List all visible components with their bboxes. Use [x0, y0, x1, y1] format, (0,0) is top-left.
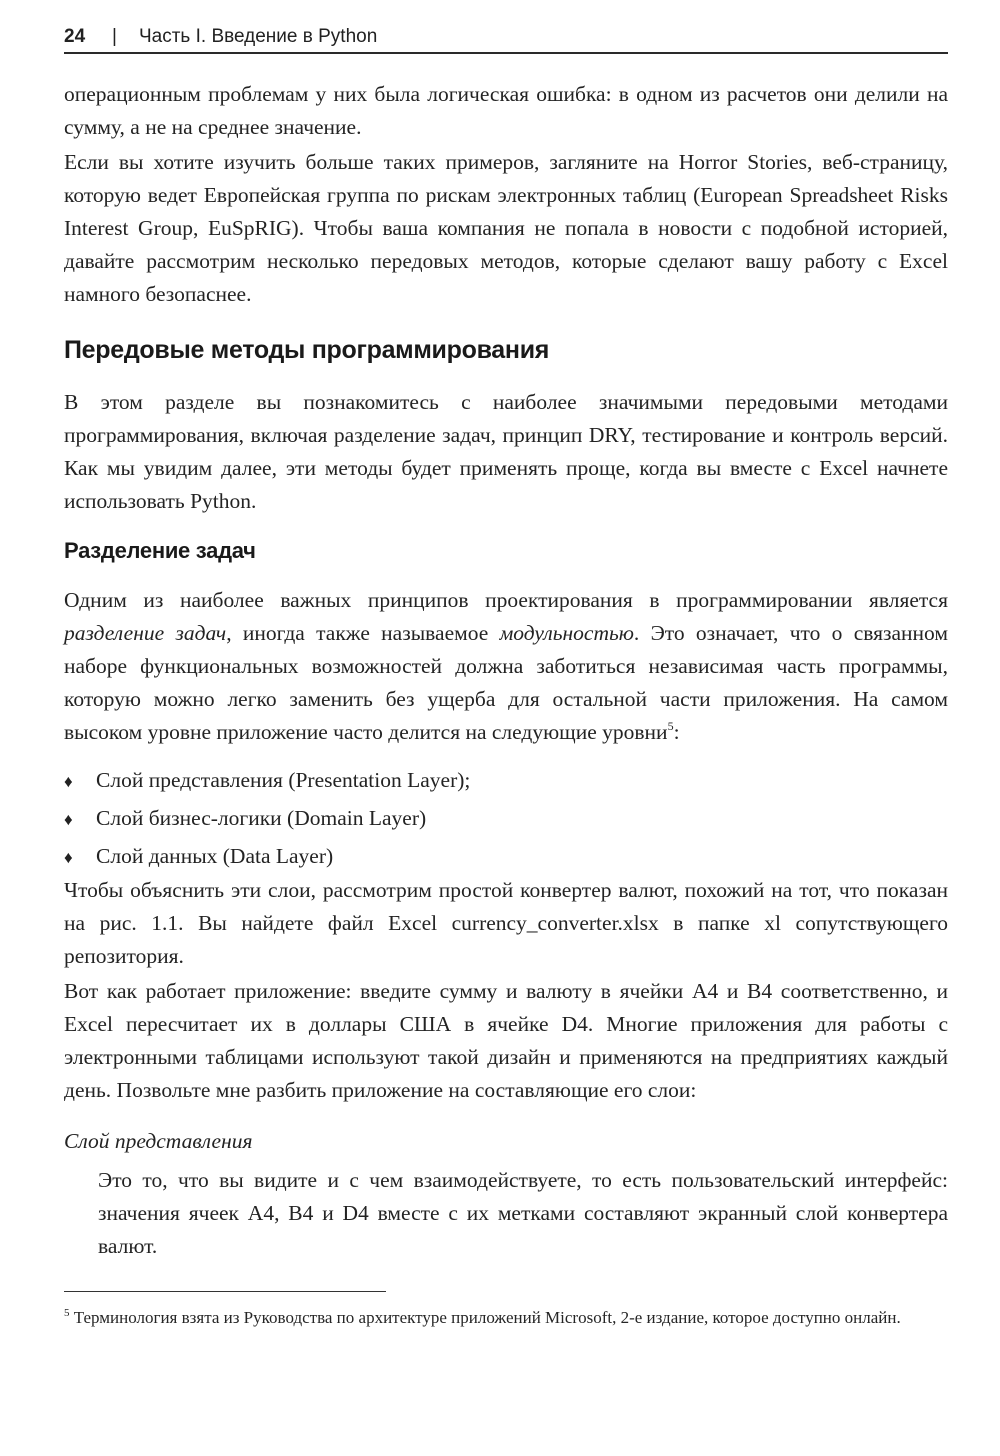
text-run: . Это означает, что о связанном наборе функциональных возможностей должна заботиться независимая часть программы, которую можно легко заменить без ущерба для остальной части приложения. На самом высоком уровне приложение часто делится на следующие уровни — [64, 621, 948, 744]
list-item-text: Слой представления (Presentation Layer); — [96, 768, 471, 792]
converter-paragraph-block — [64, 874, 948, 973]
page-number: 24 — [64, 26, 86, 47]
separation-of-concerns-paragraph — [64, 584, 948, 749]
running-head — [64, 24, 948, 54]
text-run: , иногда также называемое — [226, 621, 500, 645]
text-run: Одним из наиболее важных принципов проектирования в программировании является — [64, 588, 948, 612]
chapter-title: Часть I. Введение в Python — [139, 26, 378, 47]
footnote-text: Терминология взята из Руководства по архитектуре приложений Microsoft, 2-е издание, которое доступно онлайн. — [73, 1308, 901, 1327]
layers-list-block — [64, 762, 948, 876]
paragraph-1: операционным проблемам у них была логическая ошибка: в одном из расчетов они делили на сумму, а не на среднее значение. — [64, 82, 948, 139]
section-heading: Передовые методы программирования — [64, 336, 550, 364]
footnote-ref[interactable]: 5 — [667, 719, 674, 733]
running-head-separator: | — [112, 26, 117, 47]
diamond-bullet-icon: ♦ — [64, 848, 73, 867]
footnote — [64, 1306, 948, 1330]
diamond-bullet-icon: ♦ — [64, 772, 73, 791]
paragraph-converter: Чтобы объяснить эти слои, рассмотрим простой конвертер валют, похожий на тот, что показан на рис. 1.1. Вы найдете файл Excel currency_converter.xlsx в папке xl сопутствующего репозитория. — [64, 878, 948, 968]
term-heading: Слой представления — [64, 1129, 253, 1153]
term-separation-of-concerns: разделение задач — [64, 621, 227, 645]
howto-paragraph-block — [64, 975, 948, 1107]
subsection-heading: Разделение задач — [64, 538, 256, 563]
list-item-text: Слой бизнес-логики (Domain Layer) — [96, 806, 427, 830]
diamond-bullet-icon: ♦ — [64, 810, 73, 829]
paragraph-2: Если вы хотите изучить больше таких примеров, загляните на Horror Stories, веб-страницу, которую ведет Европейская группа по рискам электронных таблиц (European Spreadsheet Risks Interest Group, EuSpRIG). Чтобы ваша компания не попала в новости с подобной историей, давайте рассмотрим несколько передовых методов, которые сделают вашу работу с Excel намного безопаснее. — [64, 150, 948, 306]
subsection-heading-block — [64, 538, 948, 564]
section-intro: В этом разделе вы познакомитесь с наиболее значимыми передовыми методами программирования, включая разделение задач, принцип DRY, тестирование и контроль версий. Как мы увидим далее, эти методы будет применять проще, когда вы вместе с Excel начнете использовать Python. — [64, 390, 948, 513]
footnote-number: 5 — [64, 1307, 70, 1319]
text-run: : — [673, 720, 680, 744]
layers-list — [64, 762, 948, 876]
list-item — [64, 762, 948, 800]
footnote-divider — [64, 1291, 386, 1292]
term-definition: Это то, что вы видите и с чем взаимодействуете, то есть пользовательский интерфейс: значения ячеек A4, B4 и D4 вместе с их метками составляют экранный слой конвертера валют. — [98, 1168, 948, 1258]
list-item — [64, 800, 948, 838]
list-item-text: Слой данных (Data Layer) — [96, 844, 334, 868]
paragraph-continued — [64, 78, 948, 144]
list-item — [64, 838, 948, 876]
paragraph-horror-stories — [64, 146, 948, 311]
paragraph-intro — [64, 584, 948, 749]
paragraph-howto: Вот как работает приложение: введите сумму и валюту в ячейки A4 и B4 соответственно, и Excel пересчитает их в доллары США в ячейке D4. Многие приложения для работы с электронными таблицами используют такой дизайн и применяются на предприятиях каждый день. Позвольте мне разбить приложение на составляющие его слои: — [64, 979, 948, 1102]
section-intro-block — [64, 386, 948, 518]
term-heading-block — [64, 1125, 948, 1158]
term-definition-block — [64, 1164, 948, 1263]
section-heading-block — [64, 336, 948, 365]
term-modularity: модульностью — [499, 621, 634, 645]
